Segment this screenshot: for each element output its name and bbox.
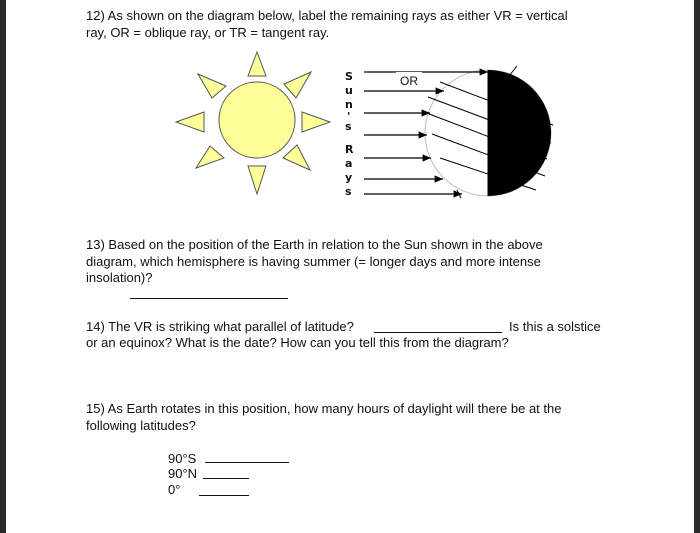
question-15-line-2: following latitudes? xyxy=(86,417,196,433)
answer-blank-90s[interactable] xyxy=(205,462,289,463)
answer-blank-0[interactable] xyxy=(199,495,249,496)
caption-char: a xyxy=(345,157,353,170)
or-label: OR xyxy=(400,74,418,88)
answer-blank-q13[interactable] xyxy=(130,298,288,299)
caption-char: u xyxy=(345,84,353,97)
caption-char: ' xyxy=(347,110,351,123)
caption-char: y xyxy=(345,171,353,184)
sun-icon xyxy=(176,52,330,194)
caption-char: R xyxy=(345,143,354,156)
suns-rays-caption xyxy=(345,70,354,198)
latitude-90s: 90°S xyxy=(168,451,197,466)
question-14-part-1: 14) The VR is striking what parallel of latitude? xyxy=(86,319,354,334)
question-14-line-1 xyxy=(86,319,354,336)
question-14-part-2: Is this a solstice xyxy=(509,319,601,334)
answer-blank-90n[interactable] xyxy=(203,478,249,479)
caption-char: s xyxy=(345,120,352,133)
question-13-line-2: diagram, which hemisphere is having summer (= longer days and more intense xyxy=(86,253,541,269)
question-13-line-3: insolation)? xyxy=(86,270,153,285)
question-14-line-2: or an equinox? What is the date? How can you tell this from the diagram? xyxy=(86,335,509,350)
caption-char: s xyxy=(345,185,352,198)
question-15-line-1: 15) As Earth rotates in this position, how many hours of daylight will there be at the xyxy=(86,401,562,416)
question-13 xyxy=(86,237,586,287)
question-15 xyxy=(86,401,606,434)
question-12-line-1: 12) As shown on the diagram below, label the remaining rays as either VR = vertical xyxy=(86,8,568,23)
caption-char: S xyxy=(345,70,353,83)
question-12-line-2: ray, OR = oblique ray, or TR = tangent ray. xyxy=(86,24,330,40)
earth-icon xyxy=(425,66,551,198)
answer-blank-q14-parallel[interactable] xyxy=(374,332,502,333)
question-13-line-1: 13) Based on the position of the Earth in relation to the Sun shown in the above xyxy=(86,237,543,252)
caption-char: n xyxy=(345,98,353,111)
latitude-90n: 90°N xyxy=(168,466,198,481)
latitude-0: 0° xyxy=(168,482,181,497)
